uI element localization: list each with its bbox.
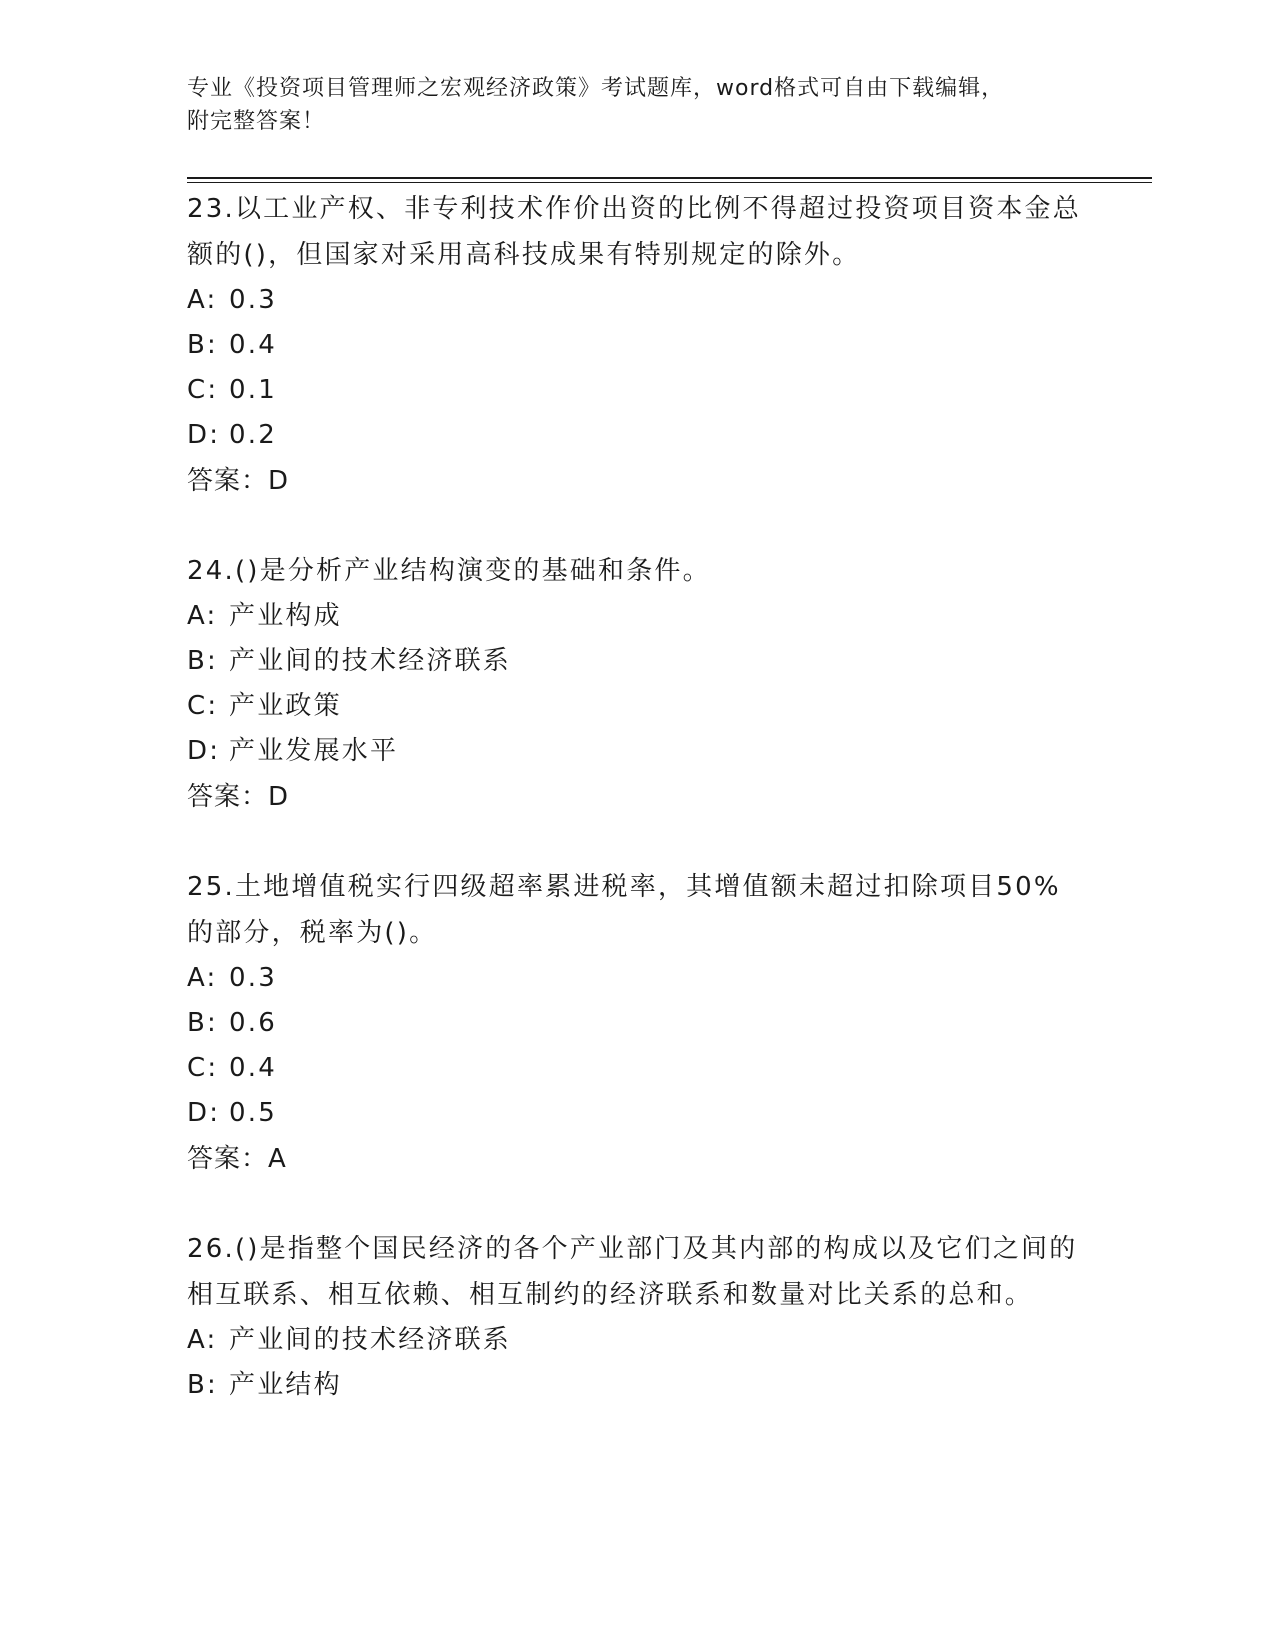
option-text: 0.6 (229, 1008, 277, 1038)
option-text: 产业政策 (229, 691, 342, 721)
option-text: 产业结构 (229, 1370, 342, 1400)
question-24 (187, 548, 1087, 820)
answer-line: 答案：D (187, 466, 290, 496)
option-text: 0.5 (229, 1098, 277, 1128)
option-text: 0.4 (229, 330, 277, 360)
header-divider-thick (187, 177, 1152, 179)
option-d (187, 729, 1087, 774)
document-header (187, 72, 1087, 138)
option-text: 0.1 (229, 375, 277, 405)
option-text: 0.3 (229, 285, 277, 315)
option-letter: A: (187, 285, 218, 315)
option-letter: A: (187, 963, 218, 993)
option-text: 产业构成 (229, 601, 342, 631)
option-d (187, 413, 1087, 458)
option-a (187, 278, 1087, 323)
question-stem: 24.()是分析产业结构演变的基础和条件。 (187, 556, 711, 586)
option-letter: C: (187, 691, 219, 721)
option-letter: B: (187, 646, 218, 676)
question-stem: 25.土地增值税实行四级超率累进税率，其增值额未超过扣除项目50%的部分，税率为()。 (187, 872, 1061, 948)
option-letter: D: (187, 1098, 221, 1128)
option-text: 0.4 (229, 1053, 277, 1083)
option-text: 0.3 (229, 963, 277, 993)
question-23 (187, 186, 1087, 504)
option-b (187, 639, 1087, 684)
option-letter: A: (187, 1325, 218, 1355)
question-stem: 26.()是指整个国民经济的各个产业部门及其内部的构成以及它们之间的相互联系、相互依赖、相互制约的经济联系和数量对比关系的总和。 (187, 1234, 1078, 1310)
option-text: 产业间的技术经济联系 (229, 646, 512, 676)
option-letter: B: (187, 1008, 218, 1038)
option-letter: A: (187, 601, 218, 631)
option-a (187, 594, 1087, 639)
option-letter: B: (187, 1370, 218, 1400)
option-letter: C: (187, 1053, 219, 1083)
option-d (187, 1091, 1087, 1136)
option-a (187, 956, 1087, 1001)
header-line-1: 专业《投资项目管理师之宏观经济政策》考试题库，word格式可自由下载编辑， (187, 76, 1005, 101)
option-text: 产业发展水平 (229, 736, 399, 766)
option-text: 0.2 (229, 420, 277, 450)
option-letter: C: (187, 375, 219, 405)
option-c (187, 684, 1087, 729)
answer-line: 答案：A (187, 1144, 287, 1174)
option-b (187, 1363, 1087, 1408)
question-list (187, 186, 1087, 1452)
option-letter: D: (187, 420, 221, 450)
option-b (187, 323, 1087, 368)
header-divider-thin (187, 182, 1152, 183)
option-a (187, 1318, 1087, 1363)
question-stem: 23.以工业产权、非专利技术作价出资的比例不得超过投资项目资本金总额的()，但国家对采用高科技成果有特别规定的除外。 (187, 194, 1081, 270)
option-letter: B: (187, 330, 218, 360)
header-line-2: 附完整答案！ (187, 109, 326, 134)
option-b (187, 1001, 1087, 1046)
option-letter: D: (187, 736, 221, 766)
option-text: 产业间的技术经济联系 (229, 1325, 512, 1355)
question-25 (187, 864, 1087, 1182)
option-c (187, 368, 1087, 413)
question-26 (187, 1226, 1087, 1408)
answer-line: 答案：D (187, 782, 290, 812)
option-c (187, 1046, 1087, 1091)
